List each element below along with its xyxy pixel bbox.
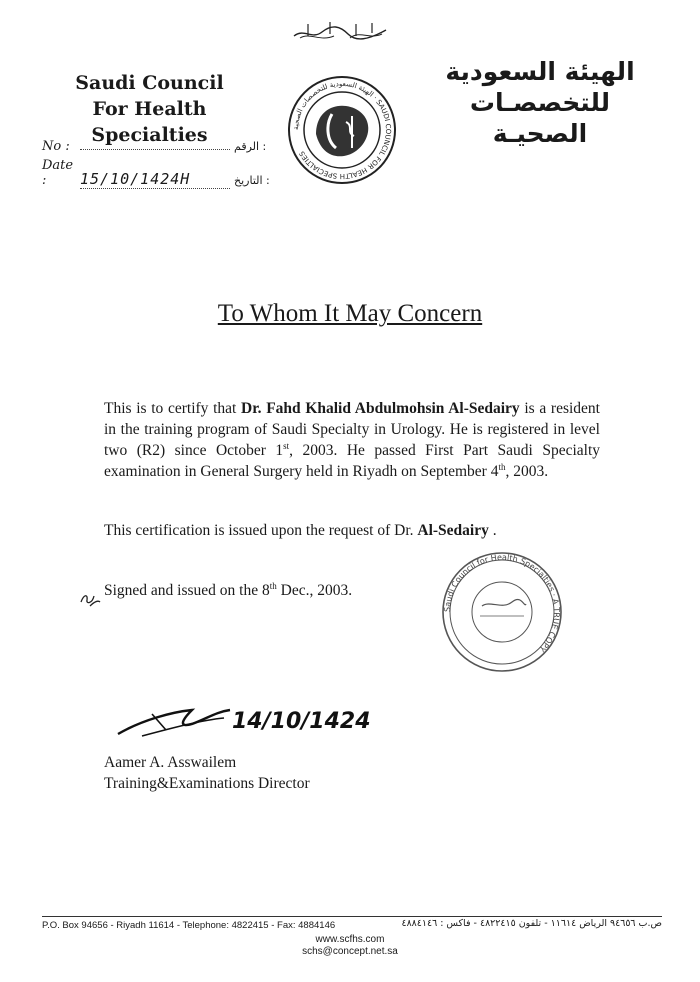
para3-text-b: Dec., 2003. bbox=[276, 582, 353, 599]
no-value bbox=[80, 149, 230, 150]
org-name-en-line2: For Health Specialties bbox=[91, 98, 208, 146]
para2-text-a: This certification is issued upon the request of Dr. bbox=[104, 522, 418, 539]
request-name: Al-Sedairy bbox=[417, 522, 489, 539]
footer-address-english: P.O. Box 94656 - Riyadh 11614 - Telephone: 4822415 - Fax: 4884146 bbox=[42, 920, 336, 931]
bismillah-calligraphy bbox=[290, 18, 390, 46]
council-logo-seal bbox=[286, 74, 398, 186]
date-value: 15/10/1424H bbox=[80, 170, 230, 189]
date-label-arabic: التاريخ : bbox=[234, 174, 270, 187]
org-name-ar-line2: للتخصصـات الصحيـة bbox=[469, 88, 611, 148]
svg-text:Saudi Council for Health Speci bbox=[443, 553, 561, 654]
footer-contact bbox=[0, 934, 700, 958]
resident-name: Dr. Fahd Khalid Abdulmohsin Al-Sedairy bbox=[241, 400, 520, 417]
para1-text-b: is a resident in the training program of Saudi Specialty in Urology. He is registered in level two (R2) since October 1 bbox=[104, 400, 600, 459]
reference-date-row bbox=[42, 158, 270, 189]
para1-sup-st: st bbox=[283, 440, 290, 451]
footer-divider bbox=[42, 916, 662, 917]
certification-paragraph bbox=[104, 398, 600, 482]
letter-heading: To Whom It May Concern bbox=[217, 300, 483, 327]
no-label-arabic: الرقم : bbox=[234, 140, 267, 153]
para1-sup-th: th bbox=[498, 461, 506, 472]
stamp-text: Saudi Council for Health Specialties · A TRUE COPY bbox=[442, 552, 562, 654]
footer-website[interactable]: www.scfhs.com bbox=[315, 934, 385, 945]
footer-address-arabic: ص.ب ٩٤٦٥٦ الرياض ١١٦١٤ - تلفون ٤٨٢٢٤١٥ - فاكس : ٤٨٨٤١٤٦ bbox=[401, 918, 662, 929]
no-label: No : bbox=[42, 139, 70, 154]
para2-text-b: . bbox=[488, 522, 497, 539]
handwritten-initials bbox=[78, 586, 102, 610]
date-label: Date : bbox=[42, 158, 74, 188]
true-copy-stamp bbox=[440, 550, 564, 674]
signatory-block bbox=[104, 752, 310, 794]
para3-sup-th: th bbox=[269, 580, 277, 591]
org-name-english bbox=[42, 70, 257, 148]
director-signature bbox=[112, 690, 371, 750]
handwritten-date: 14/10/1424 bbox=[232, 709, 371, 734]
footer-email[interactable]: schs@concept.net.sa bbox=[302, 946, 398, 957]
org-name-en-line1: Saudi Council bbox=[75, 72, 224, 94]
signatory-title: Training&Examinations Director bbox=[104, 775, 310, 792]
reference-number-row bbox=[42, 138, 266, 154]
logo-seal-text: الهيئة السعودية للتخصصات الصحية · SAUDI COUNCIL FOR HEALTH SPECIALTIES bbox=[291, 79, 393, 181]
para1-text-c: , 2003. He passed First Part Saudi Specialty examination in General Surgery held in Riyadh on September 4 bbox=[104, 442, 601, 480]
para1-text-d: , 2003. bbox=[505, 463, 549, 480]
signatory-name: Aamer A. Asswailem bbox=[104, 754, 237, 771]
para1-text-a: This is to certify that bbox=[104, 400, 241, 417]
para3-text-a: Signed and issued on the 8 bbox=[104, 582, 270, 599]
org-name-ar-line1: الهيئة السعودية bbox=[445, 57, 635, 86]
request-paragraph bbox=[104, 520, 600, 541]
org-name-arabic bbox=[430, 56, 650, 149]
